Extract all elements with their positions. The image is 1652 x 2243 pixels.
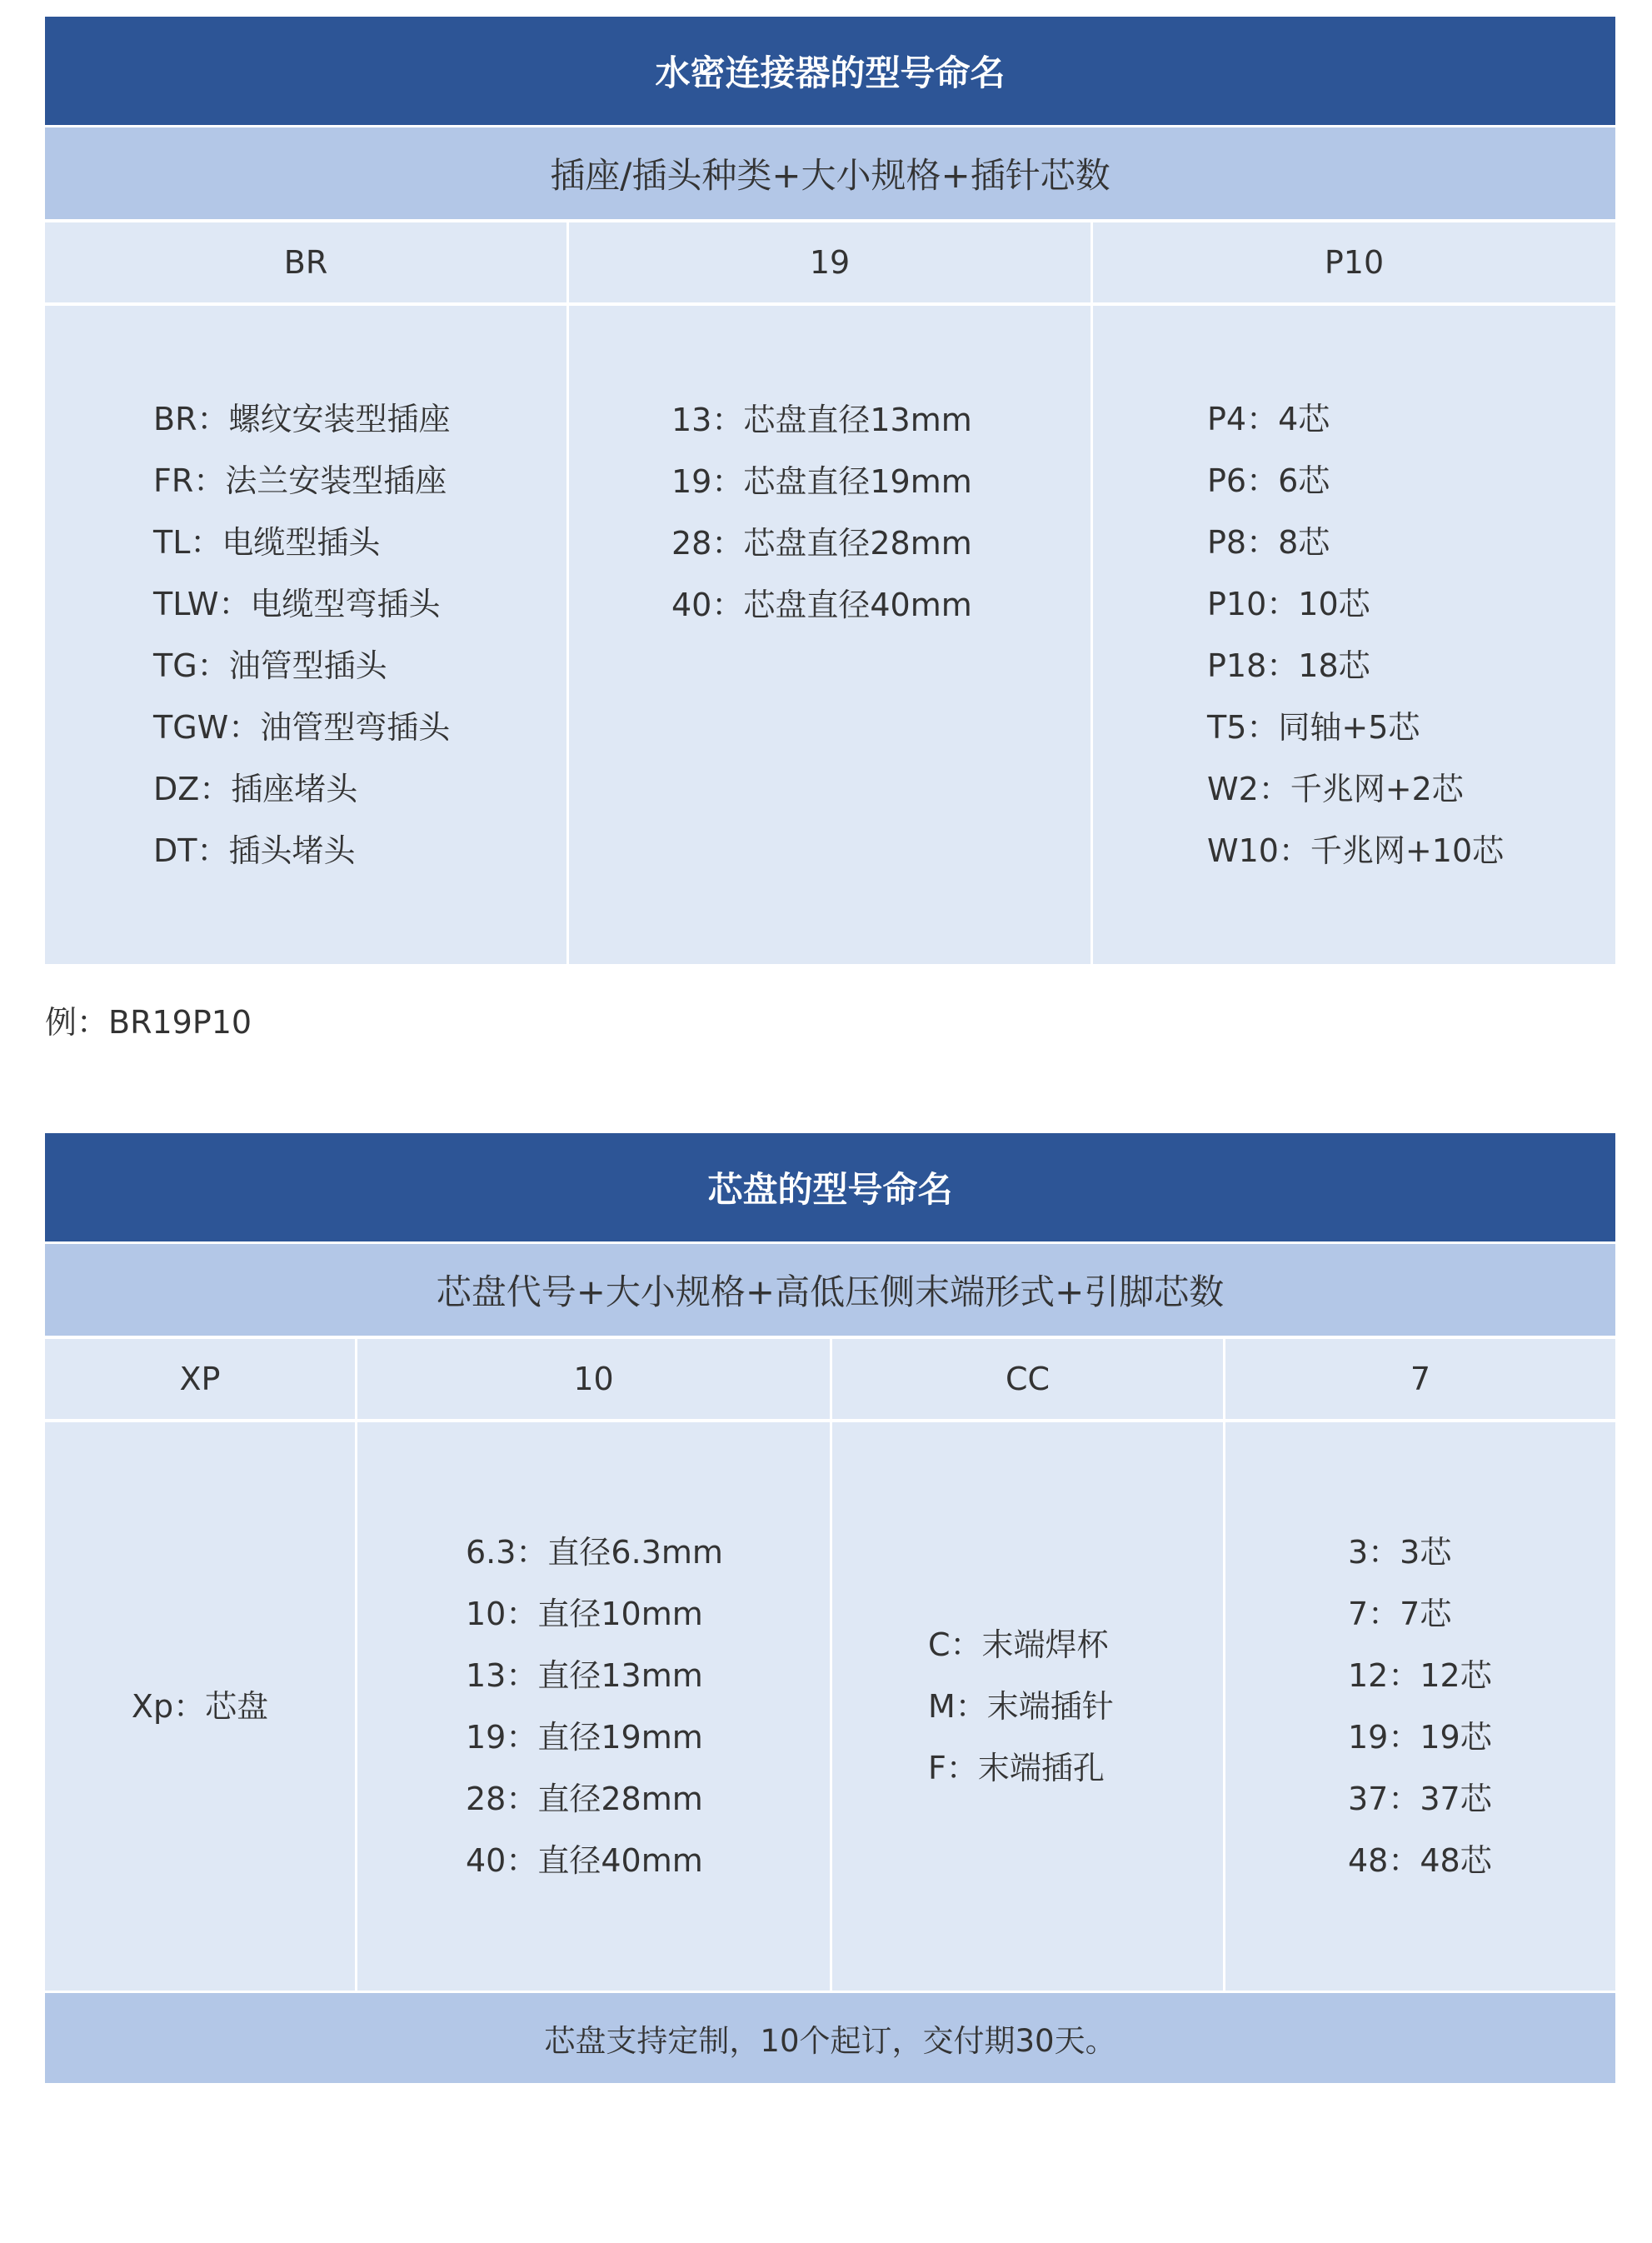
core-disk-naming-table [45, 1133, 1615, 2083]
list-item: DZ：插座堵头 [153, 771, 358, 807]
list-item: P18：18芯 [1207, 647, 1370, 684]
core-disk-naming-title: 芯盘的型号命名 [45, 1133, 1615, 1241]
connector-naming-table [45, 17, 1615, 964]
detail-row [45, 1419, 1615, 1991]
list-item: 19：19芯 [1348, 1719, 1492, 1756]
list-item: 12：12芯 [1348, 1657, 1492, 1694]
code-cell-pins: P10 [1091, 222, 1615, 302]
termination-list [830, 1422, 1223, 1991]
size-list [566, 306, 1091, 964]
detail-row [45, 302, 1615, 964]
list-item: T5：同轴+5芯 [1207, 709, 1420, 746]
list-item: W2：千兆网+2芯 [1207, 771, 1464, 807]
code-cell-size: 10 [355, 1339, 830, 1419]
example-text: 例：BR19P10 [45, 1004, 252, 1041]
list-item: 40：芯盘直径40mm [671, 587, 972, 623]
connector-naming-formula: 插座/插头种类+大小规格+插针芯数 [45, 125, 1615, 219]
code-cell-type: BR [45, 222, 566, 302]
list-item: 13：直径13mm [466, 1657, 703, 1694]
code-row [45, 1336, 1615, 1419]
list-item: F：末端插孔 [928, 1750, 1105, 1786]
list-item: TL：电缆型插头 [153, 524, 381, 561]
list-item: 13：芯盘直径13mm [671, 402, 972, 438]
list-item: P6：6芯 [1207, 462, 1330, 499]
code-cell-termination: CC [830, 1339, 1223, 1419]
list-item: M：末端插针 [928, 1688, 1114, 1725]
list-item: FR：法兰安装型插座 [153, 462, 447, 499]
code-cell-prefix: XP [45, 1339, 355, 1419]
list-item: Xp：芯盘 [131, 1688, 269, 1725]
list-item: 28：芯盘直径28mm [671, 525, 972, 562]
list-item: 28：直径28mm [466, 1781, 703, 1817]
pin-list [1091, 306, 1615, 964]
code-row [45, 219, 1615, 302]
size-list [355, 1422, 830, 1991]
list-item: P4：4芯 [1207, 401, 1330, 437]
core-disk-naming-formula: 芯盘代号+大小规格+高低压侧末端形式+引脚芯数 [45, 1241, 1615, 1336]
list-item: TGW：油管型弯插头 [153, 709, 451, 746]
list-item: 10：直径10mm [466, 1596, 703, 1632]
list-item: 3：3芯 [1348, 1534, 1452, 1571]
list-item: 48：48芯 [1348, 1842, 1492, 1879]
type-list [45, 306, 566, 964]
list-item: 19：直径19mm [466, 1719, 703, 1756]
list-item: TG：油管型插头 [153, 647, 387, 684]
list-item: 40：直径40mm [466, 1842, 703, 1879]
customization-note: 芯盘支持定制，10个起订，交付期30天。 [45, 1991, 1615, 2083]
list-item: DT：插头堵头 [153, 832, 356, 869]
list-item: 19：芯盘直径19mm [671, 463, 972, 500]
list-item: P10：10芯 [1207, 586, 1370, 622]
code-cell-size: 19 [566, 222, 1091, 302]
pin-list [1223, 1422, 1615, 1991]
list-item: 37：37芯 [1348, 1781, 1492, 1817]
list-item: P8：8芯 [1207, 524, 1330, 561]
list-item: BR：螺纹安装型插座 [153, 401, 451, 437]
list-item: 7：7芯 [1348, 1596, 1452, 1632]
code-cell-pins: 7 [1223, 1339, 1615, 1419]
list-item: 6.3：直径6.3mm [466, 1534, 723, 1571]
prefix-list [45, 1422, 355, 1991]
connector-naming-title: 水密连接器的型号命名 [45, 17, 1615, 125]
list-item: TLW：电缆型弯插头 [153, 586, 441, 622]
list-item: C：末端焊杯 [928, 1626, 1109, 1663]
list-item: W10：千兆网+10芯 [1207, 832, 1505, 869]
